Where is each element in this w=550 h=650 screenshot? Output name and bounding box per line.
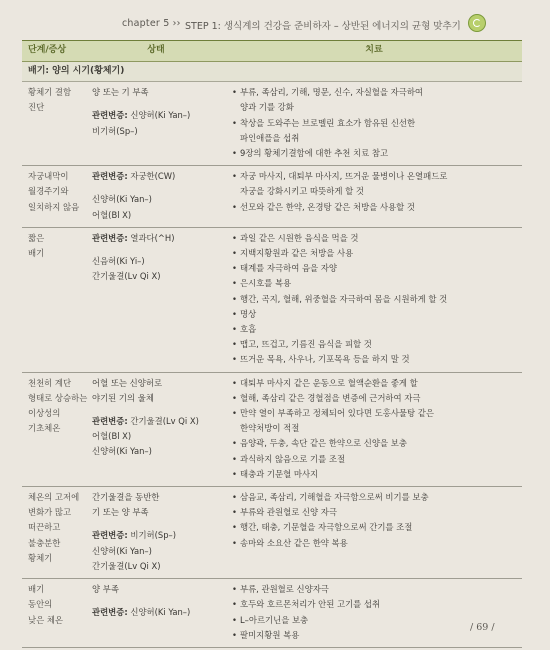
state-text: 신양허(Ki Yan–) (127, 607, 191, 618)
state-cell (86, 372, 226, 486)
state-line (92, 559, 220, 574)
state-cell (86, 82, 226, 166)
stage-line: 기초체온 (28, 423, 61, 434)
state-text: 신양허(Ki Yan–) (92, 194, 152, 205)
state-line (92, 231, 220, 246)
stage-line: 진단 (28, 102, 45, 113)
state-line (92, 208, 220, 223)
treatment-cell (226, 166, 522, 228)
treatment-table (22, 40, 522, 648)
treatment-item: • 부류, 관원혈로 신양자극 (232, 582, 516, 597)
treatment-item: • 뜨거운 목욕, 사우나, 기포목욕 등을 하지 말 것 (232, 352, 516, 367)
related-pattern-label: 관련변증: (92, 232, 128, 243)
state-line (92, 444, 220, 459)
stage-line: 떠끈하고 (28, 522, 61, 533)
treatment-item: • 호두와 호르몬처리가 안된 고기를 섭취 (232, 597, 516, 612)
related-pattern-label: 관련변증: (92, 607, 128, 618)
table-row (22, 227, 522, 372)
chapter-logo-icon (468, 14, 486, 32)
treatment-item: • 행간, 곡지, 혈해, 위중혈을 자극하여 몸을 시원하게 할 것 (232, 292, 516, 307)
state-text: 간기울결(Lv Qi X) (92, 560, 161, 571)
state-line (92, 391, 220, 406)
state-text: 야기된 기의 울체 (92, 392, 154, 403)
treatment-cell (226, 82, 522, 166)
treatment-item: • 은시호를 복용 (232, 276, 516, 291)
treatment-item: • 행간, 태충, 기문혈을 자극함으로써 간기를 조절 (232, 520, 516, 535)
state-line (92, 254, 220, 269)
stage-cell (22, 579, 86, 648)
related-pattern-label: 관련변증: (92, 110, 128, 121)
treatment-item: 자궁을 강화시키고 따뜻하게 할 것 (240, 186, 364, 197)
treatment-item: • 착상을 도와주는 브로멜린 효소가 함유된 신선한 (232, 116, 516, 131)
treatment-item: • 부류와 관원혈로 신양 자극 (232, 505, 516, 520)
table-row (22, 579, 522, 648)
state-line (92, 269, 220, 284)
state-text: 자궁한(CW) (127, 171, 176, 182)
treatment-cell (226, 372, 522, 486)
state-text: 열과다(^H) (127, 232, 175, 243)
section-title: 배기: 양의 시기(황체기) (22, 62, 522, 82)
state-text: 어혈(Bl X) (92, 431, 132, 442)
treatment-item: • 9장의 황체기결함에 대한 추천 치료 참고 (232, 146, 516, 161)
related-pattern-label: 관련변증: (92, 416, 128, 427)
table-row (22, 82, 522, 166)
table-row (22, 487, 522, 579)
state-line (92, 414, 220, 429)
state-line (92, 376, 220, 391)
stage-line: 변화가 많고 (28, 507, 72, 518)
stage-line: 형태로 상승하는 (28, 392, 88, 403)
treatment-item: • 호흡 (232, 322, 516, 337)
treatment-cell (226, 487, 522, 579)
stage-line: 이상성의 (28, 408, 61, 419)
state-text: 어혈 또는 신양허로 (92, 377, 163, 388)
state-line (92, 192, 220, 207)
treatment-item: • 태계를 자극하여 음을 자양 (232, 261, 516, 276)
state-line (92, 108, 220, 123)
state-cell (86, 166, 226, 228)
state-text: 간기울결(Lv Qi X) (92, 271, 161, 282)
state-text: 간기울결(Lv Qi X) (127, 416, 199, 427)
stage-line: 황체기 (28, 552, 53, 563)
stage-cell (22, 372, 86, 486)
treatment-item: • 지백지황원과 같은 처방을 사용 (232, 246, 516, 261)
treatment-cell (226, 227, 522, 372)
treatment-item: • 명상 (232, 307, 516, 322)
stage-cell (22, 166, 86, 228)
treatment-item: • 태충과 기문혈 마사지 (232, 467, 516, 482)
state-text: 간기울결을 동반한 (92, 492, 160, 503)
state-cell (86, 487, 226, 579)
state-cell (86, 227, 226, 372)
table-row (22, 166, 522, 228)
stage-cell (22, 82, 86, 166)
stage-line: 불충분한 (28, 537, 61, 548)
page-number: / 69 / (470, 622, 495, 633)
treatment-item: • 음양곽, 두충, 속단 같은 한약으로 신양을 보충 (232, 436, 516, 451)
treatment-cell (226, 579, 522, 648)
stage-line: 천천히 계단 (28, 377, 72, 388)
related-pattern-label: 관련변증: (92, 171, 128, 182)
state-line (92, 528, 220, 543)
treatment-item: • 맵고, 뜨겁고, 기름진 음식을 피할 것 (232, 337, 516, 352)
column-header-stage: 단계/증상 (22, 41, 86, 62)
stage-line: 낮은 체온 (28, 614, 64, 625)
step-title: STEP 1: 생식계의 건강을 준비하자 – 상반된 에너지의 균형 맞추기 (185, 21, 461, 32)
state-text: 양 또는 기 부족 (92, 87, 149, 98)
treatment-item: 파인애플을 섭취 (240, 132, 300, 143)
treatment-item: • 송마와 소요산 같은 한약 복용 (232, 536, 516, 551)
stage-cell (22, 227, 86, 372)
state-text: 신양허(Ki Yan–) (92, 545, 152, 556)
treatment-item: • L–아르기닌을 보충 (232, 613, 516, 628)
spacer (92, 184, 220, 192)
state-text: 양 부족 (92, 584, 119, 595)
treatment-item: • 삼음교, 족삼리, 기해혈을 자극함으로써 비기를 보충 (232, 490, 516, 505)
stage-cell (22, 487, 86, 579)
running-header (0, 14, 550, 34)
chapter-label: chapter 5 ›› (122, 18, 181, 29)
state-text: 신음허(Ki Yi–) (92, 256, 145, 267)
state-line (92, 490, 220, 505)
state-line (92, 605, 220, 620)
treatment-item: • 부류, 족삼리, 기해, 명문, 신수, 자실혈을 자극하여 (232, 85, 516, 100)
state-line (92, 85, 220, 100)
stage-line: 자궁내막이 (28, 171, 69, 182)
treatment-item: 양과 기를 강화 (240, 102, 294, 113)
table-header-row (22, 41, 522, 62)
stage-line: 체온의 고저에 (28, 492, 80, 503)
treatment-item: • 팔미지황원 복용 (232, 628, 516, 643)
stage-line: 배기 (28, 248, 45, 259)
state-text: 신양허(Ki Yan–) (92, 446, 152, 457)
section-row (22, 62, 522, 82)
stage-line: 황체기 결함 (28, 87, 72, 98)
treatment-item: • 과일 같은 시원한 음식을 먹을 것 (232, 231, 516, 246)
state-cell (86, 579, 226, 648)
state-text: 기 또는 양 부족 (92, 507, 149, 518)
state-line (92, 582, 220, 597)
related-pattern-label: 관련변증: (92, 530, 128, 541)
state-line (92, 429, 220, 444)
treatment-item: • 선모와 같은 한약, 온경탕 같은 처방을 사용할 것 (232, 200, 516, 215)
column-header-state: 상태 (86, 41, 226, 62)
spacer (92, 246, 220, 254)
treatment-item: • 과식하지 않음으로 기를 조절 (232, 452, 516, 467)
state-line (92, 505, 220, 520)
stage-line: 동안의 (28, 599, 53, 610)
spacer (92, 100, 220, 108)
spacer (92, 520, 220, 528)
treatment-item: • 대퇴부 마사지 같은 운동으로 혈액순환을 좋게 할 (232, 376, 516, 391)
table-row (22, 372, 522, 486)
state-line (92, 124, 220, 139)
spacer (92, 406, 220, 414)
state-text: 신양허(Ki Yan–) (127, 110, 191, 121)
state-line (92, 169, 220, 184)
state-text: 비기허(Sp–) (127, 530, 177, 541)
stage-line: 월경주기와 (28, 186, 69, 197)
treatment-item: 한약처방이 적절 (240, 423, 300, 434)
stage-line: 배기 (28, 584, 45, 595)
treatment-item: • 혈해, 족삼리 같은 경혈점을 변증에 근거하여 자극 (232, 391, 516, 406)
state-text: 어혈(Bl X) (92, 209, 132, 220)
treatment-item: • 만약 열이 부족하고 정체되어 있다면 도홍사물탕 같은 (232, 406, 516, 421)
stage-line: 짧은 (28, 232, 45, 243)
state-text: 비기허(Sp–) (92, 125, 138, 136)
treatment-item: • 자궁 마사지, 대퇴부 마사지, 뜨거운 물병이나 온열패드로 (232, 169, 516, 184)
column-header-treatment: 치료 (226, 41, 522, 62)
spacer (92, 597, 220, 605)
state-line (92, 544, 220, 559)
stage-line: 일치하지 않음 (28, 201, 80, 212)
